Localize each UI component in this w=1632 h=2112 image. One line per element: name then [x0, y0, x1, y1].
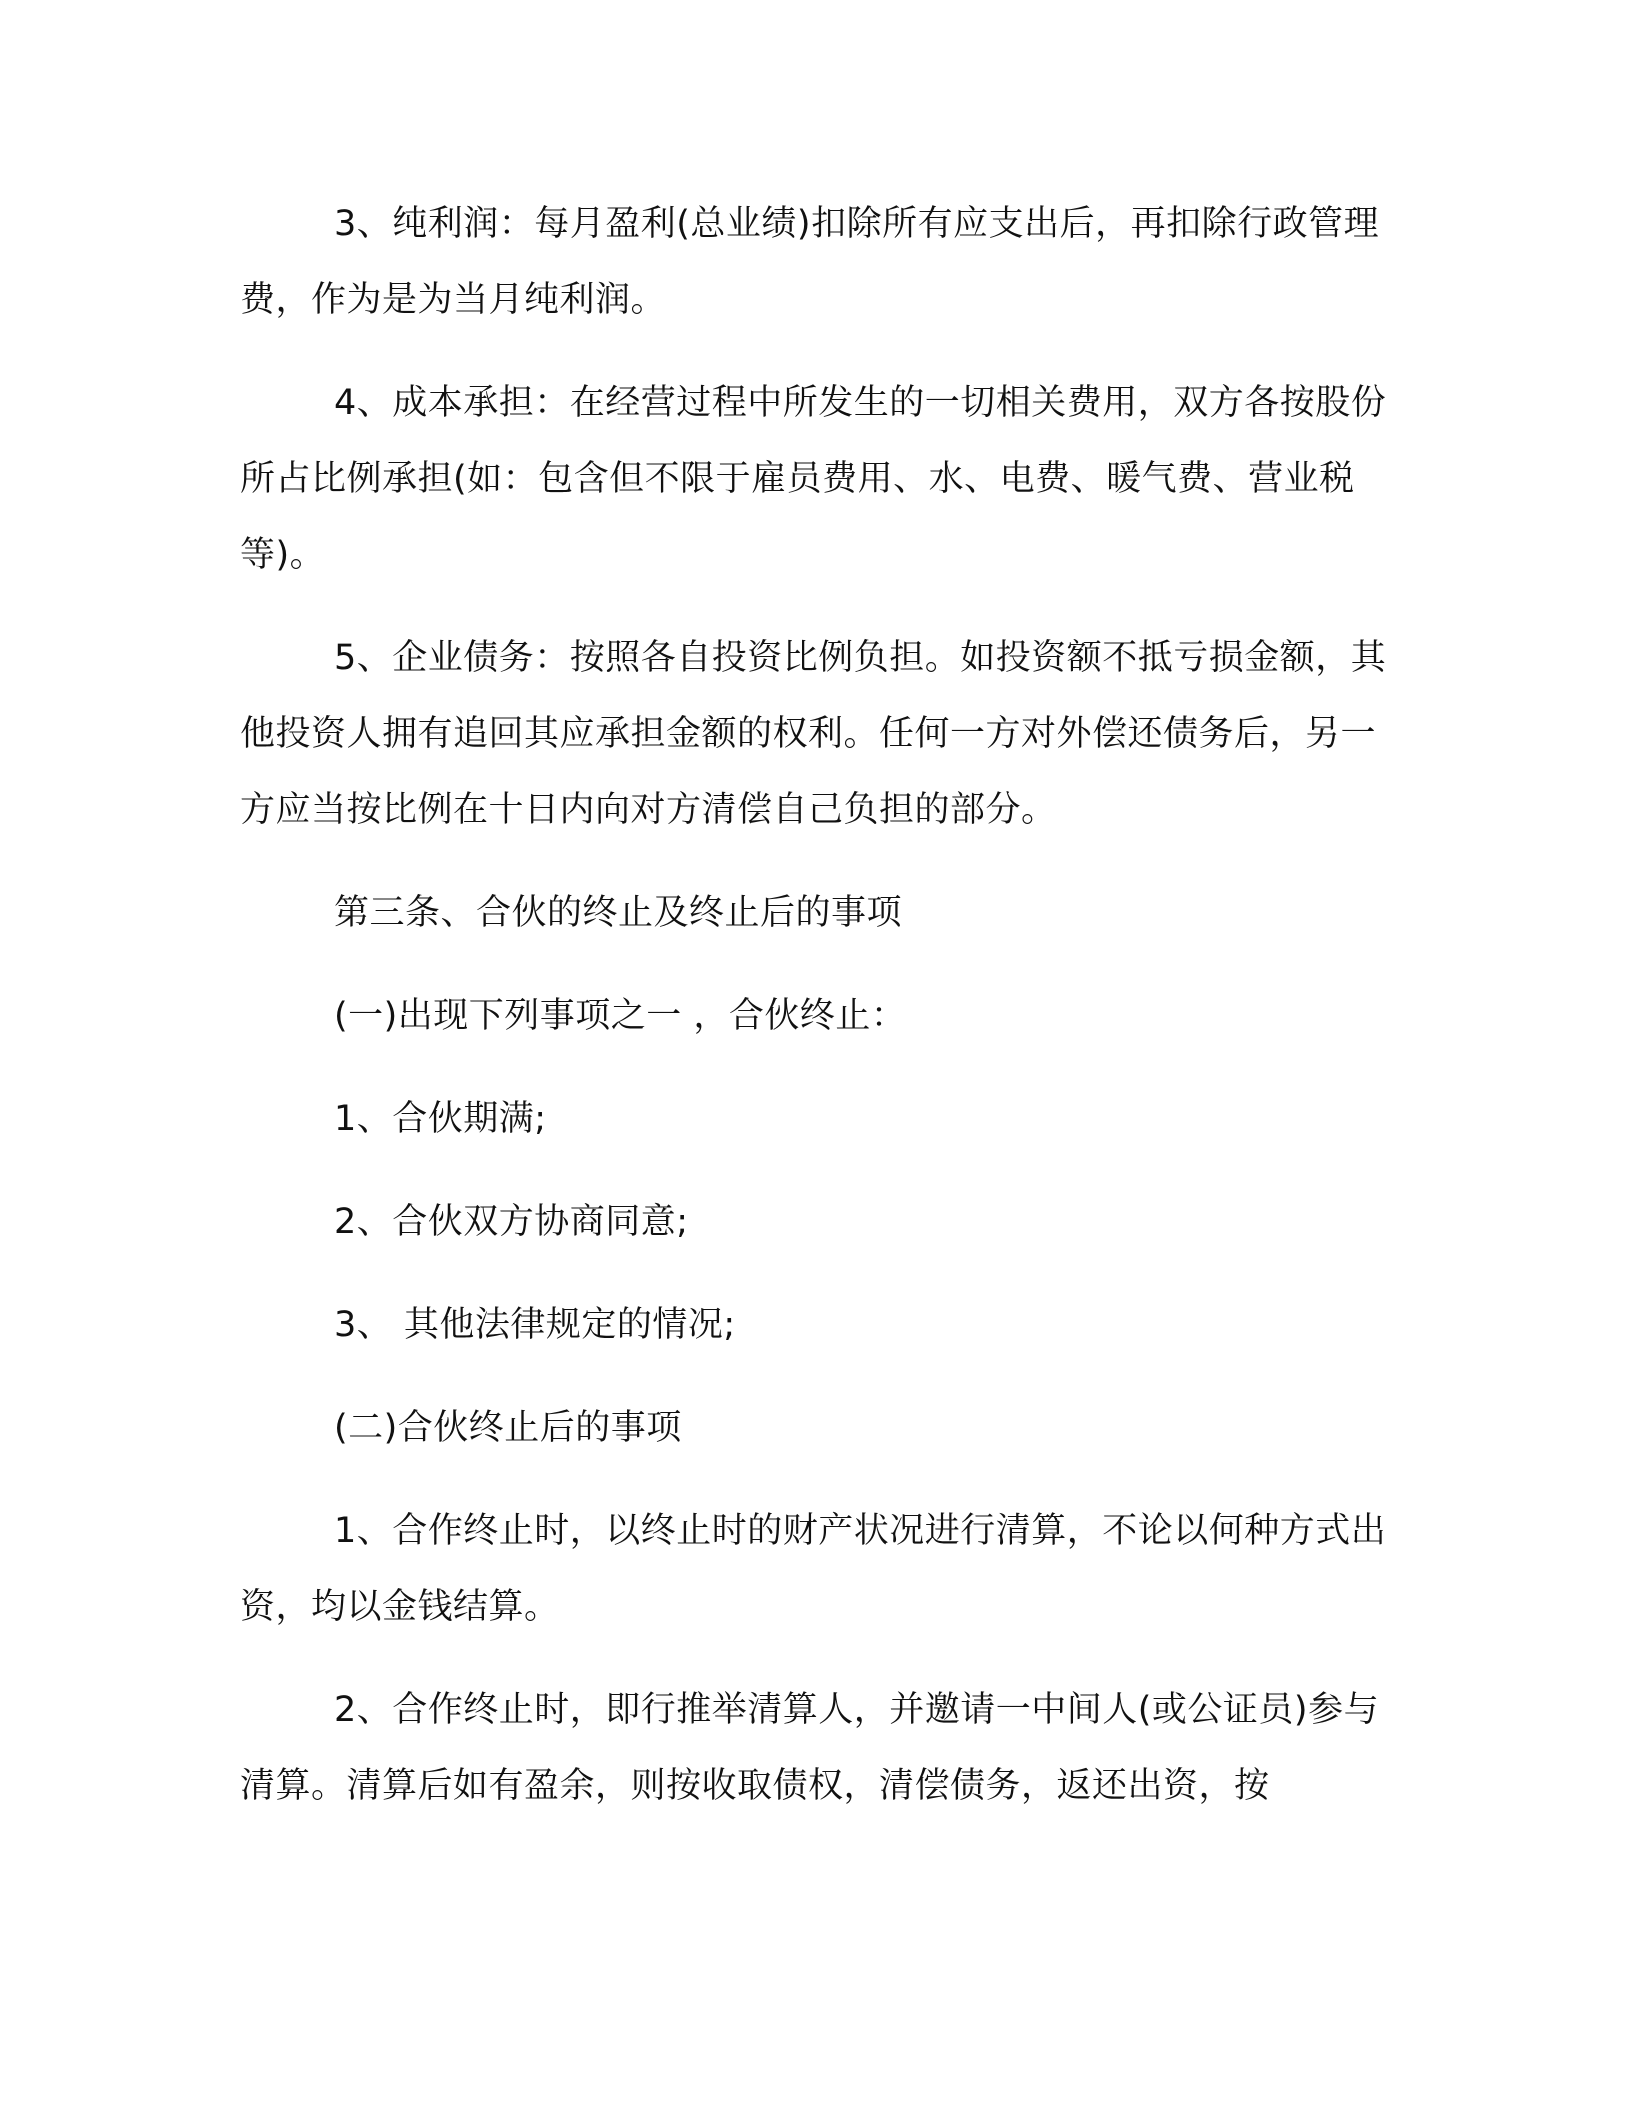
subsection-heading-termination-events: (一)出现下列事项之一 ，合伙终止： [334, 996, 907, 1036]
subsection-heading-post-termination: (二)合伙终止后的事项 [334, 1408, 682, 1448]
list-item-term-expired: 1、合伙期满; [334, 1099, 547, 1139]
paragraph-asset-settlement: 1、合作终止时，以终止时的财产状况进行清算，不论以何种方式出资，均以金钱结算。 [240, 1511, 1387, 1627]
list-item-mutual-agreement: 2、合伙双方协商同意; [334, 1202, 689, 1242]
section-heading-article-three: 第三条、合伙的终止及终止后的事项 [334, 893, 903, 933]
paragraph-cost-bearing: 4、成本承担：在经营过程中所发生的一切相关费用，双方各按股份所占比例承担(如：包含但不限于雇员费用、水、电费、暖气费、营业税等)。 [240, 383, 1387, 575]
paragraph-enterprise-debt: 5、企业债务：按照各自投资比例负担。如投资额不抵亏损金额，其他投资人拥有追回其应承担金额的权利。任何一方对外偿还债务后，另一方应当按比例在十日内向对方清偿自己负担的部分。 [240, 638, 1387, 830]
paragraph-liquidation: 2、合作终止时，即行推举清算人，并邀请一中间人(或公证员)参与清算。清算后如有盈余，则按收取债权，清偿债务，返还出资，按 [240, 1690, 1380, 1806]
document-body [240, 186, 1402, 1824]
list-item-legal-conditions: 3、 其他法律规定的情况; [334, 1305, 736, 1345]
paragraph-net-profit: 3、纯利润：每月盈利(总业绩)扣除所有应支出后，再扣除行政管理费，作为是为当月纯利润。 [240, 204, 1380, 320]
